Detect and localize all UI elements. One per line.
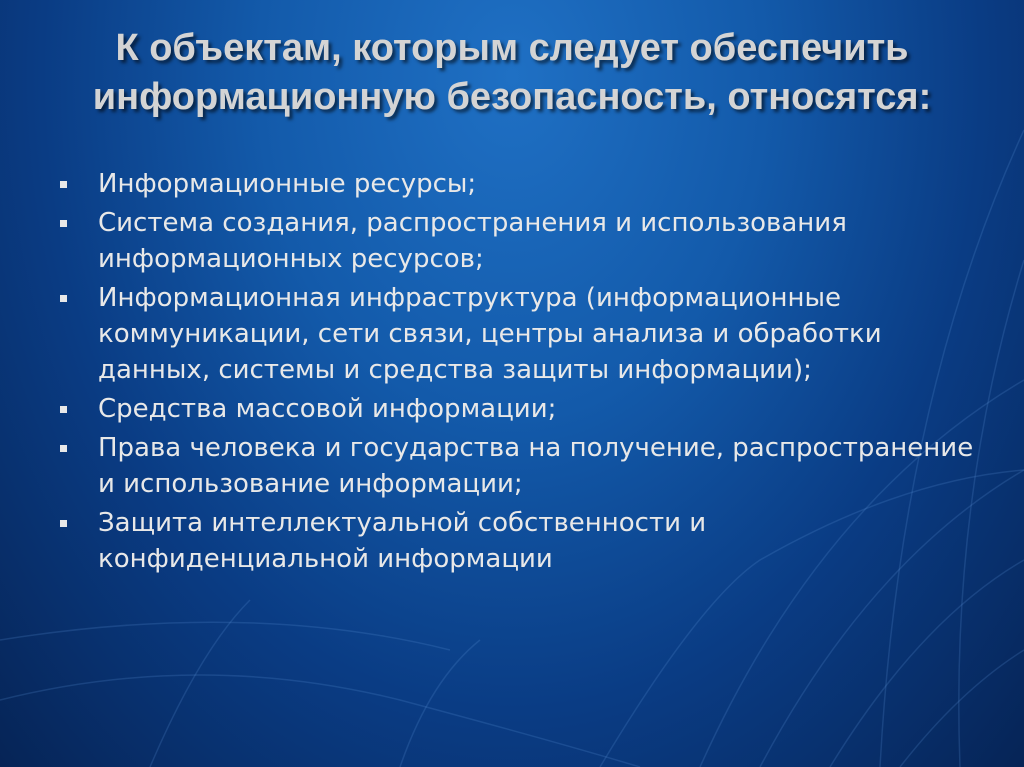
- bullet-item: [60, 280, 980, 388]
- bullet-item: [60, 205, 980, 277]
- slide-title-line-1: К объектам, которым следует обеспечить: [115, 27, 909, 69]
- bullet-square-icon: [60, 406, 67, 413]
- bullet-text: Права человека и государства на получение, распространение и использование информации;: [98, 433, 974, 499]
- bullet-text: Средства массовой информации;: [98, 394, 557, 424]
- bullet-item: [60, 505, 980, 577]
- bullet-square-icon: [60, 295, 67, 302]
- bullet-square-icon: [60, 520, 67, 527]
- slide-title-line-2: информационную безопасность, относятся:: [92, 76, 932, 118]
- bullet-square-icon: [60, 445, 67, 452]
- bullet-item: [60, 391, 980, 427]
- bullet-text: Система создания, распространения и использования информационных ресурсов;: [98, 208, 847, 274]
- bullet-text: Информационная инфраструктура (информационные коммуникации, сети связи, центры анализа и обработки данных, системы и средства защиты информации);: [98, 283, 882, 385]
- bullet-text: Защита интеллектуальной собственности и конфиденциальной информации: [98, 508, 707, 574]
- bullet-square-icon: [60, 181, 67, 188]
- bullet-item: [60, 430, 980, 502]
- bullet-item: [60, 166, 980, 202]
- bullet-square-icon: [60, 220, 67, 227]
- bullet-list: [60, 166, 980, 580]
- bullet-text: Информационные ресурсы;: [98, 169, 477, 199]
- slide-title: [40, 24, 984, 122]
